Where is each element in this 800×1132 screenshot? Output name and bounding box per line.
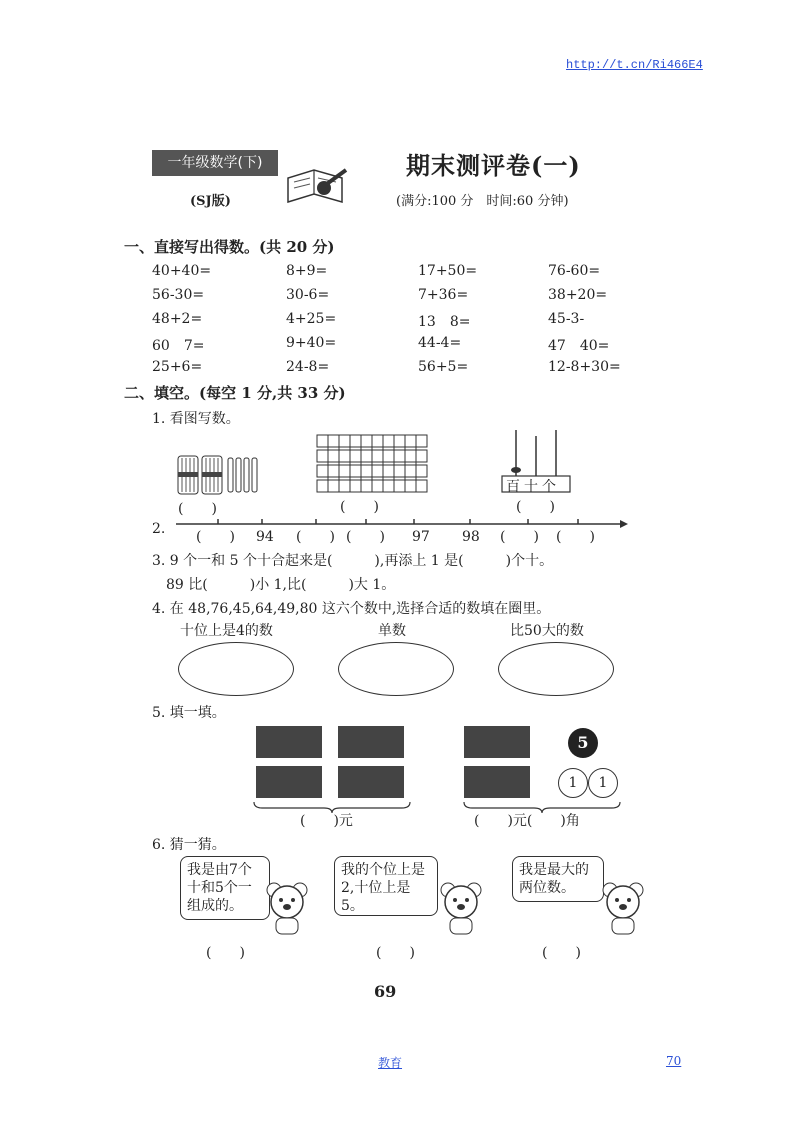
q1-blank-3[interactable]: ( ) — [516, 499, 555, 515]
page-number: 69 — [374, 982, 397, 1001]
bear-icon — [262, 880, 312, 938]
book-pencil-icon — [284, 166, 352, 212]
coin-1-icon — [558, 768, 588, 798]
arith-item: 40+40= — [152, 263, 212, 279]
page-title: 期末测评卷(一) — [406, 151, 581, 180]
bear-icon — [598, 880, 648, 938]
banknote-image — [464, 766, 530, 798]
circle-label-odd: 单数 — [378, 623, 406, 639]
arith-item: 4+25= — [286, 311, 337, 327]
abacus-label: 百十个 — [506, 479, 560, 495]
arith-item: 44-4= — [418, 335, 462, 351]
edition-label: (SJ版) — [190, 194, 231, 209]
q3-line-2: 89 比( )小 1,比( )大 1。 — [166, 577, 396, 593]
q5-answer-1[interactable]: ( )元 — [300, 813, 353, 829]
circle-label-tens-4: 十位上是4的数 — [180, 623, 273, 639]
q2-item[interactable]: ( ) — [296, 529, 335, 545]
coin-1-value: 1 — [598, 775, 608, 791]
stick-bundles-image — [176, 452, 266, 498]
circle-label-over-50: 比50大的数 — [510, 623, 584, 639]
arith-item: 25+6= — [152, 359, 203, 375]
arith-item: 48+2= — [152, 311, 203, 327]
q2-item[interactable]: ( ) — [196, 529, 235, 545]
arith-item: 7+36= — [418, 287, 469, 303]
riddle-text: 我是由7个十和5个一组成的。 — [187, 862, 252, 914]
coin-5-value: 5 — [577, 733, 589, 752]
q5-label: 5. 填一填。 — [152, 705, 226, 721]
q5-answer-2[interactable]: ( )元( )角 — [474, 813, 580, 829]
coin-1-value: 1 — [568, 775, 578, 791]
section2-heading: 二、填空。(每空 1 分,共 33 分) — [124, 384, 346, 402]
q6-answer-1[interactable]: ( ) — [206, 945, 245, 961]
q1-blank-2[interactable]: ( ) — [340, 499, 379, 515]
arith-item: 45-3- — [548, 311, 585, 327]
page-subtitle: (满分:100 分 时间:60 分钟) — [396, 194, 569, 209]
q2-item[interactable]: ( ) — [556, 529, 595, 545]
q1-blank-1[interactable]: ( ) — [178, 501, 217, 517]
banknote-image — [256, 766, 322, 798]
arith-item: 60 7= — [152, 338, 205, 354]
q3-line-1: 3. 9 个一和 5 个十合起来是( ),再添上 1 是( )个十。 — [152, 553, 554, 569]
q2-label: 2. — [152, 521, 166, 537]
arith-item: 38+20= — [548, 287, 608, 303]
banknote-image — [338, 766, 404, 798]
source-url-link[interactable]: http://t.cn/Ri466E4 — [566, 58, 703, 72]
q2-item[interactable]: ( ) — [500, 529, 539, 545]
q6-answer-2[interactable]: ( ) — [376, 945, 415, 961]
education-link[interactable]: 教育 — [378, 1056, 403, 1070]
answer-oval-tens-4[interactable] — [178, 642, 294, 696]
riddle-bubble-1 — [180, 856, 270, 920]
arith-item: 30-6= — [286, 287, 330, 303]
arith-item: 17+50= — [418, 263, 478, 279]
square-grid-image — [316, 434, 428, 496]
arith-item: 8+9= — [286, 263, 328, 279]
arith-item: 56+5= — [418, 359, 469, 375]
banknote-image — [256, 726, 322, 758]
coin-1-icon — [588, 768, 618, 798]
banknote-image — [338, 726, 404, 758]
riddle-bubble-2 — [334, 856, 438, 916]
page-70-link[interactable]: 70 — [666, 1054, 682, 1068]
arith-item: 12-8+30= — [548, 359, 621, 375]
q6-answer-3[interactable]: ( ) — [542, 945, 581, 961]
arith-item: 76-60= — [548, 263, 601, 279]
section1-heading: 一、直接写出得数。(共 20 分) — [124, 238, 335, 256]
banknote-image — [464, 726, 530, 758]
coin-5-icon — [568, 728, 598, 758]
q4-label: 4. 在 48,76,45,64,49,80 这六个数中,选择合适的数填在圈里。 — [152, 601, 551, 617]
q2-item[interactable]: ( ) — [346, 529, 385, 545]
grade-badge — [152, 150, 278, 176]
arith-item: 47 40= — [548, 338, 610, 354]
arith-item: 13 8= — [418, 314, 471, 330]
q2-item: 98 — [462, 529, 480, 545]
bear-icon — [436, 880, 486, 938]
q2-item: 94 — [256, 529, 274, 545]
riddle-bubble-3 — [512, 856, 604, 902]
arith-item: 9+40= — [286, 335, 337, 351]
q1-label: 1. 看图写数。 — [152, 411, 240, 427]
riddle-text: 我是最大的两位数。 — [519, 862, 589, 896]
answer-oval-over-50[interactable] — [498, 642, 614, 696]
answer-oval-odd[interactable] — [338, 642, 454, 696]
arith-item: 24-8= — [286, 359, 330, 375]
arith-item: 56-30= — [152, 287, 205, 303]
q2-item: 97 — [412, 529, 430, 545]
riddle-text: 我的个位上是2,十位上是5。 — [341, 862, 425, 914]
q6-label: 6. 猜一猜。 — [152, 837, 226, 853]
badge-text: 一年级数学(下) — [167, 155, 263, 171]
